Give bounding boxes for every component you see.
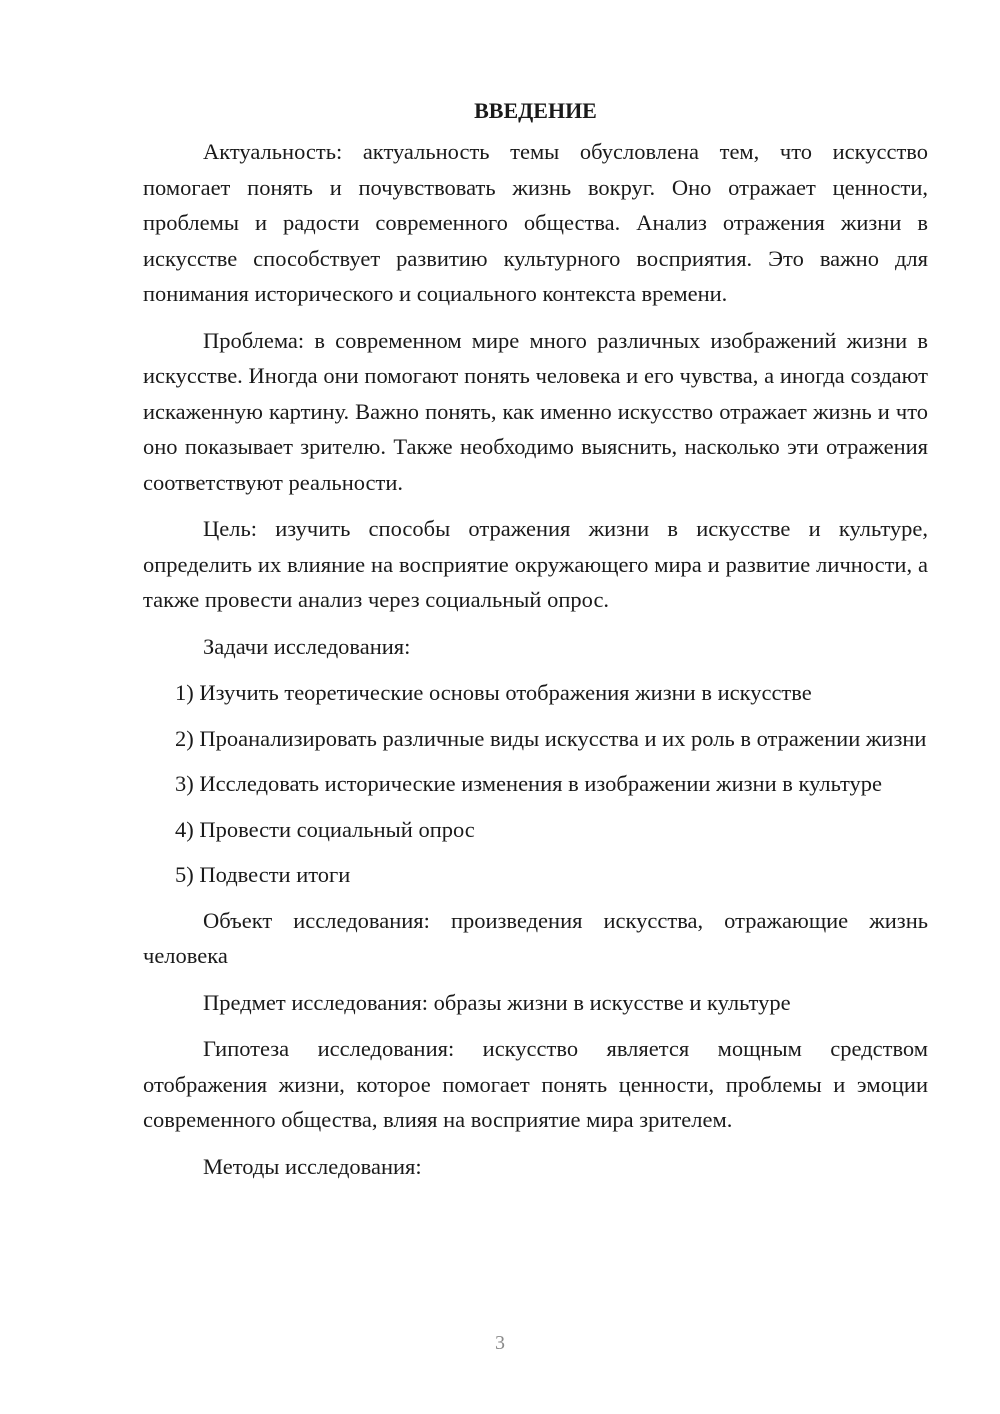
section-title: ВВЕДЕНИЕ (474, 98, 597, 123)
task-item: 4) Провести социальный опрос (175, 816, 475, 842)
relevance-paragraph: Актуальность: актуальность темы обусловлена тем, что искусство помогает понять и почувствовать жизнь вокруг. Оно отражает ценности, проблемы и радости современного общества. Анализ отражения жизни в искусстве способствует развитию культурного восприятия. Это важно для понимания исторического и социального контекста времени. (143, 139, 928, 306)
page-number: 3 (495, 1332, 505, 1354)
object-paragraph: Объект исследования: произведения искусства, отражающие жизнь человека (143, 907, 928, 968)
methods-heading: Методы исследования: (203, 1153, 422, 1179)
task-item: 5) Подвести итоги (175, 862, 351, 887)
task-item: 1) Изучить теоретические основы отображения жизни в искусстве (175, 680, 812, 705)
task-item: 2) Проанализировать различные виды искусства и их роль в отражении жизни (175, 725, 927, 751)
document-page (143, 93, 928, 1195)
subject-paragraph: Предмет исследования: образы жизни в искусстве и культуре (203, 989, 791, 1015)
goal-paragraph: Цель: изучить способы отражения жизни в искусстве и культуре, определить их влияние на восприятие окружающего мира и развитие личности, а также провести анализ через социальный опрос. (143, 516, 928, 612)
hypothesis-paragraph: Гипотеза исследования: искусство является мощным средством отображения жизни, которое помогает понять ценности, проблемы и эмоции современного общества, влияя на восприятие мира зрителем. (143, 1036, 928, 1132)
task-item: 3) Исследовать исторические изменения в изображении жизни в культуре (175, 771, 883, 796)
problem-paragraph: Проблема: в современном мире много различных изображений жизни в искусстве. Иногда они помогают понять человека и его чувства, а иногда создают искаженную картину. Важно понять, как именно искусство отражает жизнь и что оно показывает зрителю. Также необходимо выяснить, насколько эти отражения соответствуют реальности. (143, 327, 928, 495)
tasks-heading: Задачи исследования: (203, 633, 411, 659)
